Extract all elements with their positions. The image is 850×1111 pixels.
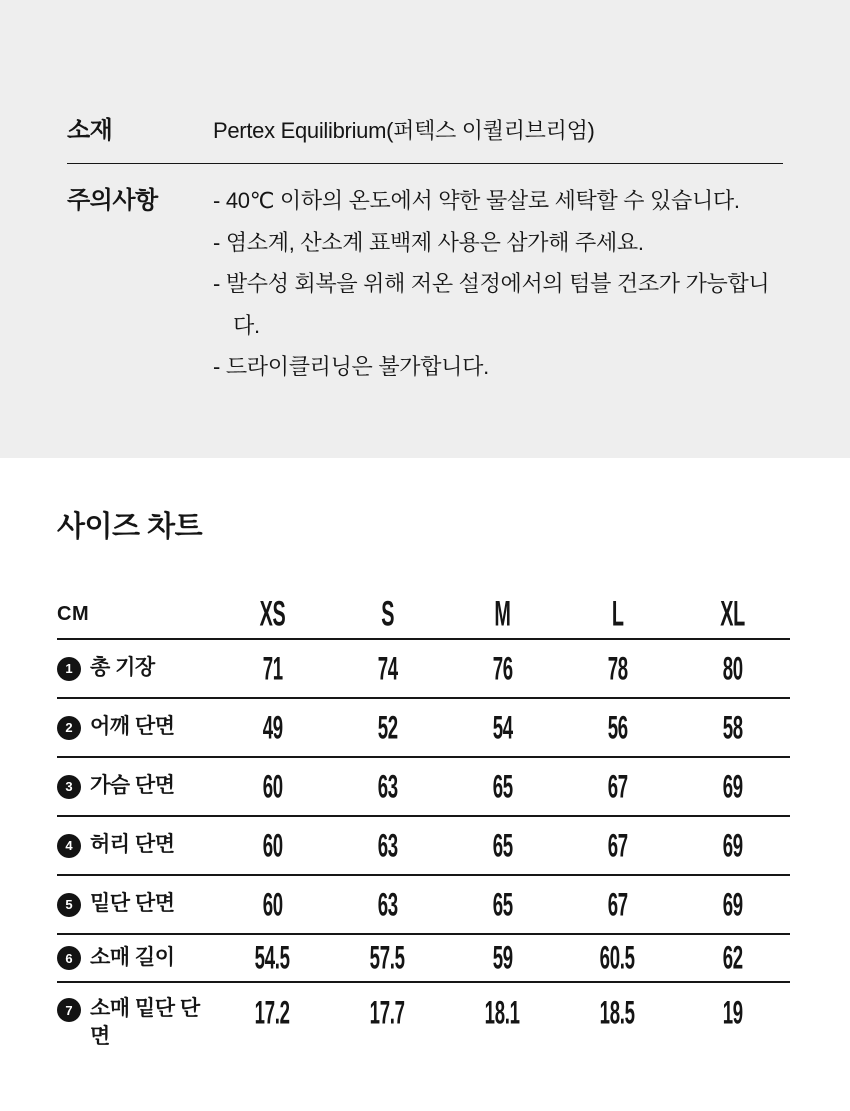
cell: 69 — [722, 826, 743, 864]
cell: 17.2 — [254, 993, 291, 1032]
cell: 69 — [722, 767, 743, 805]
cell: 63 — [377, 767, 398, 805]
row-label-text: 소매 길이 — [90, 945, 175, 969]
cell: 76 — [492, 649, 513, 687]
cell: 57.5 — [369, 938, 406, 977]
cell: 59 — [492, 938, 513, 977]
cell: 60.5 — [599, 938, 636, 977]
table-row — [57, 876, 790, 935]
row-label — [57, 772, 215, 800]
cell: 63 — [377, 885, 398, 923]
care-item — [213, 222, 783, 264]
bullet-dash: - — [213, 229, 221, 255]
cell: 67 — [607, 767, 628, 805]
cell: 65 — [492, 885, 513, 923]
cell: 78 — [607, 649, 628, 687]
bullet-dash: - — [213, 271, 221, 296]
row-label-text: 총 기장 — [90, 656, 155, 680]
row-label-text: 어깨 단면 — [90, 715, 175, 739]
care-item-text: 40℃ 이하의 온도에서 약한 물살로 세탁할 수 있습니다. — [225, 188, 740, 213]
size-chart-section — [0, 458, 850, 1071]
row-number-badge: 7 — [57, 998, 81, 1022]
cell: 56 — [607, 708, 628, 746]
bullet-dash: - — [213, 188, 221, 213]
care-item — [213, 263, 783, 346]
column-header-s: S — [381, 593, 394, 634]
product-info-panel — [0, 0, 850, 458]
care-item — [213, 180, 783, 222]
cell: 19 — [722, 993, 743, 1032]
care-row — [67, 164, 783, 388]
table-row — [57, 758, 790, 817]
cell: 69 — [722, 885, 743, 923]
row-number-badge: 5 — [57, 893, 81, 917]
bullet-dash: - — [213, 354, 221, 379]
material-value: Pertex Equilibrium(퍼텍스 이퀄리브리엄) — [213, 118, 595, 143]
row-number-badge: 4 — [57, 834, 81, 858]
table-row — [57, 983, 790, 1071]
row-label — [57, 831, 215, 859]
cell: 58 — [722, 708, 743, 746]
size-chart-table — [57, 590, 790, 1071]
cell: 60 — [262, 885, 283, 923]
cell: 18.1 — [484, 993, 521, 1032]
row-number-badge: 3 — [57, 775, 81, 799]
table-row — [57, 935, 790, 983]
column-header-xl: XL — [720, 593, 745, 634]
cell: 62 — [722, 938, 743, 977]
care-item-text: 드라이클리닝은 불가합니다. — [225, 354, 489, 379]
cell: 63 — [377, 826, 398, 864]
row-number-badge: 2 — [57, 716, 81, 740]
column-header-xs: XS — [259, 593, 286, 634]
size-table-header — [57, 590, 790, 640]
table-row — [57, 699, 790, 758]
care-item-text: 염소계, 산소계 표백제 사용은 삼가해 주세요. — [225, 229, 644, 255]
cell: 65 — [492, 767, 513, 805]
material-label: 소재 — [67, 117, 113, 144]
cell: 71 — [262, 649, 283, 687]
row-label — [57, 944, 215, 972]
size-chart-title: 사이즈 차트 — [57, 511, 203, 543]
cell: 60 — [262, 767, 283, 805]
cell: 54 — [492, 708, 513, 746]
cell: 65 — [492, 826, 513, 864]
row-label — [57, 654, 215, 682]
row-number-badge: 6 — [57, 946, 81, 970]
column-header-l: L — [611, 593, 624, 634]
column-header-m: M — [494, 593, 511, 634]
unit-label: CM — [57, 602, 90, 625]
care-label: 주의사항 — [67, 187, 158, 214]
row-label — [57, 713, 215, 741]
care-item — [213, 346, 783, 388]
cell: 67 — [607, 885, 628, 923]
care-item-text: 발수성 회복을 위해 저온 설정에서의 텀블 건조가 가능합니다. — [225, 271, 770, 338]
cell: 54.5 — [254, 938, 291, 977]
row-label-text: 가슴 단면 — [90, 774, 175, 798]
table-row — [57, 817, 790, 876]
cell: 60 — [262, 826, 283, 864]
cell: 74 — [377, 649, 398, 687]
cell: 17.7 — [369, 993, 406, 1032]
row-label — [57, 995, 215, 1052]
table-row — [57, 640, 790, 699]
row-label-text: 밑단 단면 — [90, 892, 175, 916]
cell: 49 — [262, 708, 283, 746]
material-row — [67, 0, 783, 163]
care-list — [213, 180, 783, 388]
cell: 67 — [607, 826, 628, 864]
row-label-text: 허리 단면 — [90, 833, 175, 857]
cell: 80 — [722, 649, 743, 687]
row-label-text: 소매 밑단 단면 — [90, 997, 200, 1049]
cell: 18.5 — [599, 993, 636, 1032]
row-label — [57, 890, 215, 918]
cell: 52 — [377, 708, 398, 746]
row-number-badge: 1 — [57, 657, 81, 681]
